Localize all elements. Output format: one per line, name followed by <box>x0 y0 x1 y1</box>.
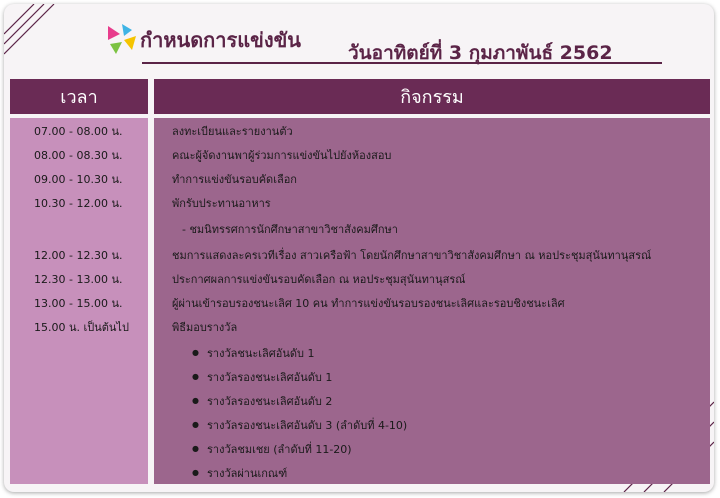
time-cell: 12.30 - 13.00 น. <box>34 273 123 286</box>
time-cell: 12.00 - 12.30 น. <box>34 249 123 262</box>
activity-cell: ประกาศผลการแข่งขันรอบคัดเลือก ณ หอประชุมสุนันทานุสรณ์ <box>172 273 466 286</box>
time-cell: 13.00 - 15.00 น. <box>34 297 123 310</box>
logo-icon <box>104 22 138 56</box>
award-item: ● รางวัลรองชนะเลิศอันดับ 1 <box>192 366 332 388</box>
activity-cell: ลงทะเบียนและรายงานตัว <box>172 125 293 138</box>
event-date: วันอาทิตย์ที่ 3 กุมภาพันธ์ 2562 <box>348 42 613 64</box>
award-item: ● รางวัลรองชนะเลิศอันดับ 2 <box>192 390 332 412</box>
activity-cell: พักรับประทานอาหาร <box>172 197 271 210</box>
award-item: ● รางวัลผ่านเกณฑ์ <box>192 462 287 484</box>
activity-cell: ชมการแสดงละครเวทีเรื่อง สาวเครือฟ้า โดยนักศึกษาสาขาวิชาสังคมศึกษา ณ หอประชุมสุนันทานุสรณ์ <box>172 249 652 262</box>
page-title: กำหนดการแข่งขัน <box>140 28 301 52</box>
award-item: ● รางวัลชนะเลิศอันดับ 1 <box>192 342 314 364</box>
time-cell: 10.30 - 12.00 น. <box>34 197 123 210</box>
activity-subitem: - ชมนิทรรศการนักศึกษาสาขาวิชาสังคมศึกษา <box>182 223 398 236</box>
activity-cell: ทำการแข่งขันรอบคัดเลือก <box>172 173 297 186</box>
time-cell: 08.00 - 08.30 น. <box>34 149 123 162</box>
time-column-header: เวลา <box>10 79 148 114</box>
award-item: ● รางวัลรองชนะเลิศอันดับ 3 (ลำดับที่ 4-10) <box>192 414 407 436</box>
award-item: ● รางวัลชมเชย (ลำดับที่ 11-20) <box>192 438 352 460</box>
activity-column-header: กิจกรรม <box>154 79 710 114</box>
time-cell: 15.00 น. เป็นต้นไป <box>34 321 129 334</box>
time-cell: 07.00 - 08.00 น. <box>34 125 123 138</box>
schedule-card <box>4 4 714 492</box>
activity-cell: ผู้ผ่านเข้ารอบรองชนะเลิศ 10 คน ทำการแข่งขันรอบรองชนะเลิศและรอบชิงชนะเลิศ <box>172 297 565 310</box>
activity-cell: พิธีมอบรางวัล <box>172 321 238 334</box>
activity-cell: คณะผู้จัดงานพาผู้ร่วมการแข่งขันไปยังห้องสอบ <box>172 149 392 162</box>
time-cell: 09.00 - 10.30 น. <box>34 173 123 186</box>
